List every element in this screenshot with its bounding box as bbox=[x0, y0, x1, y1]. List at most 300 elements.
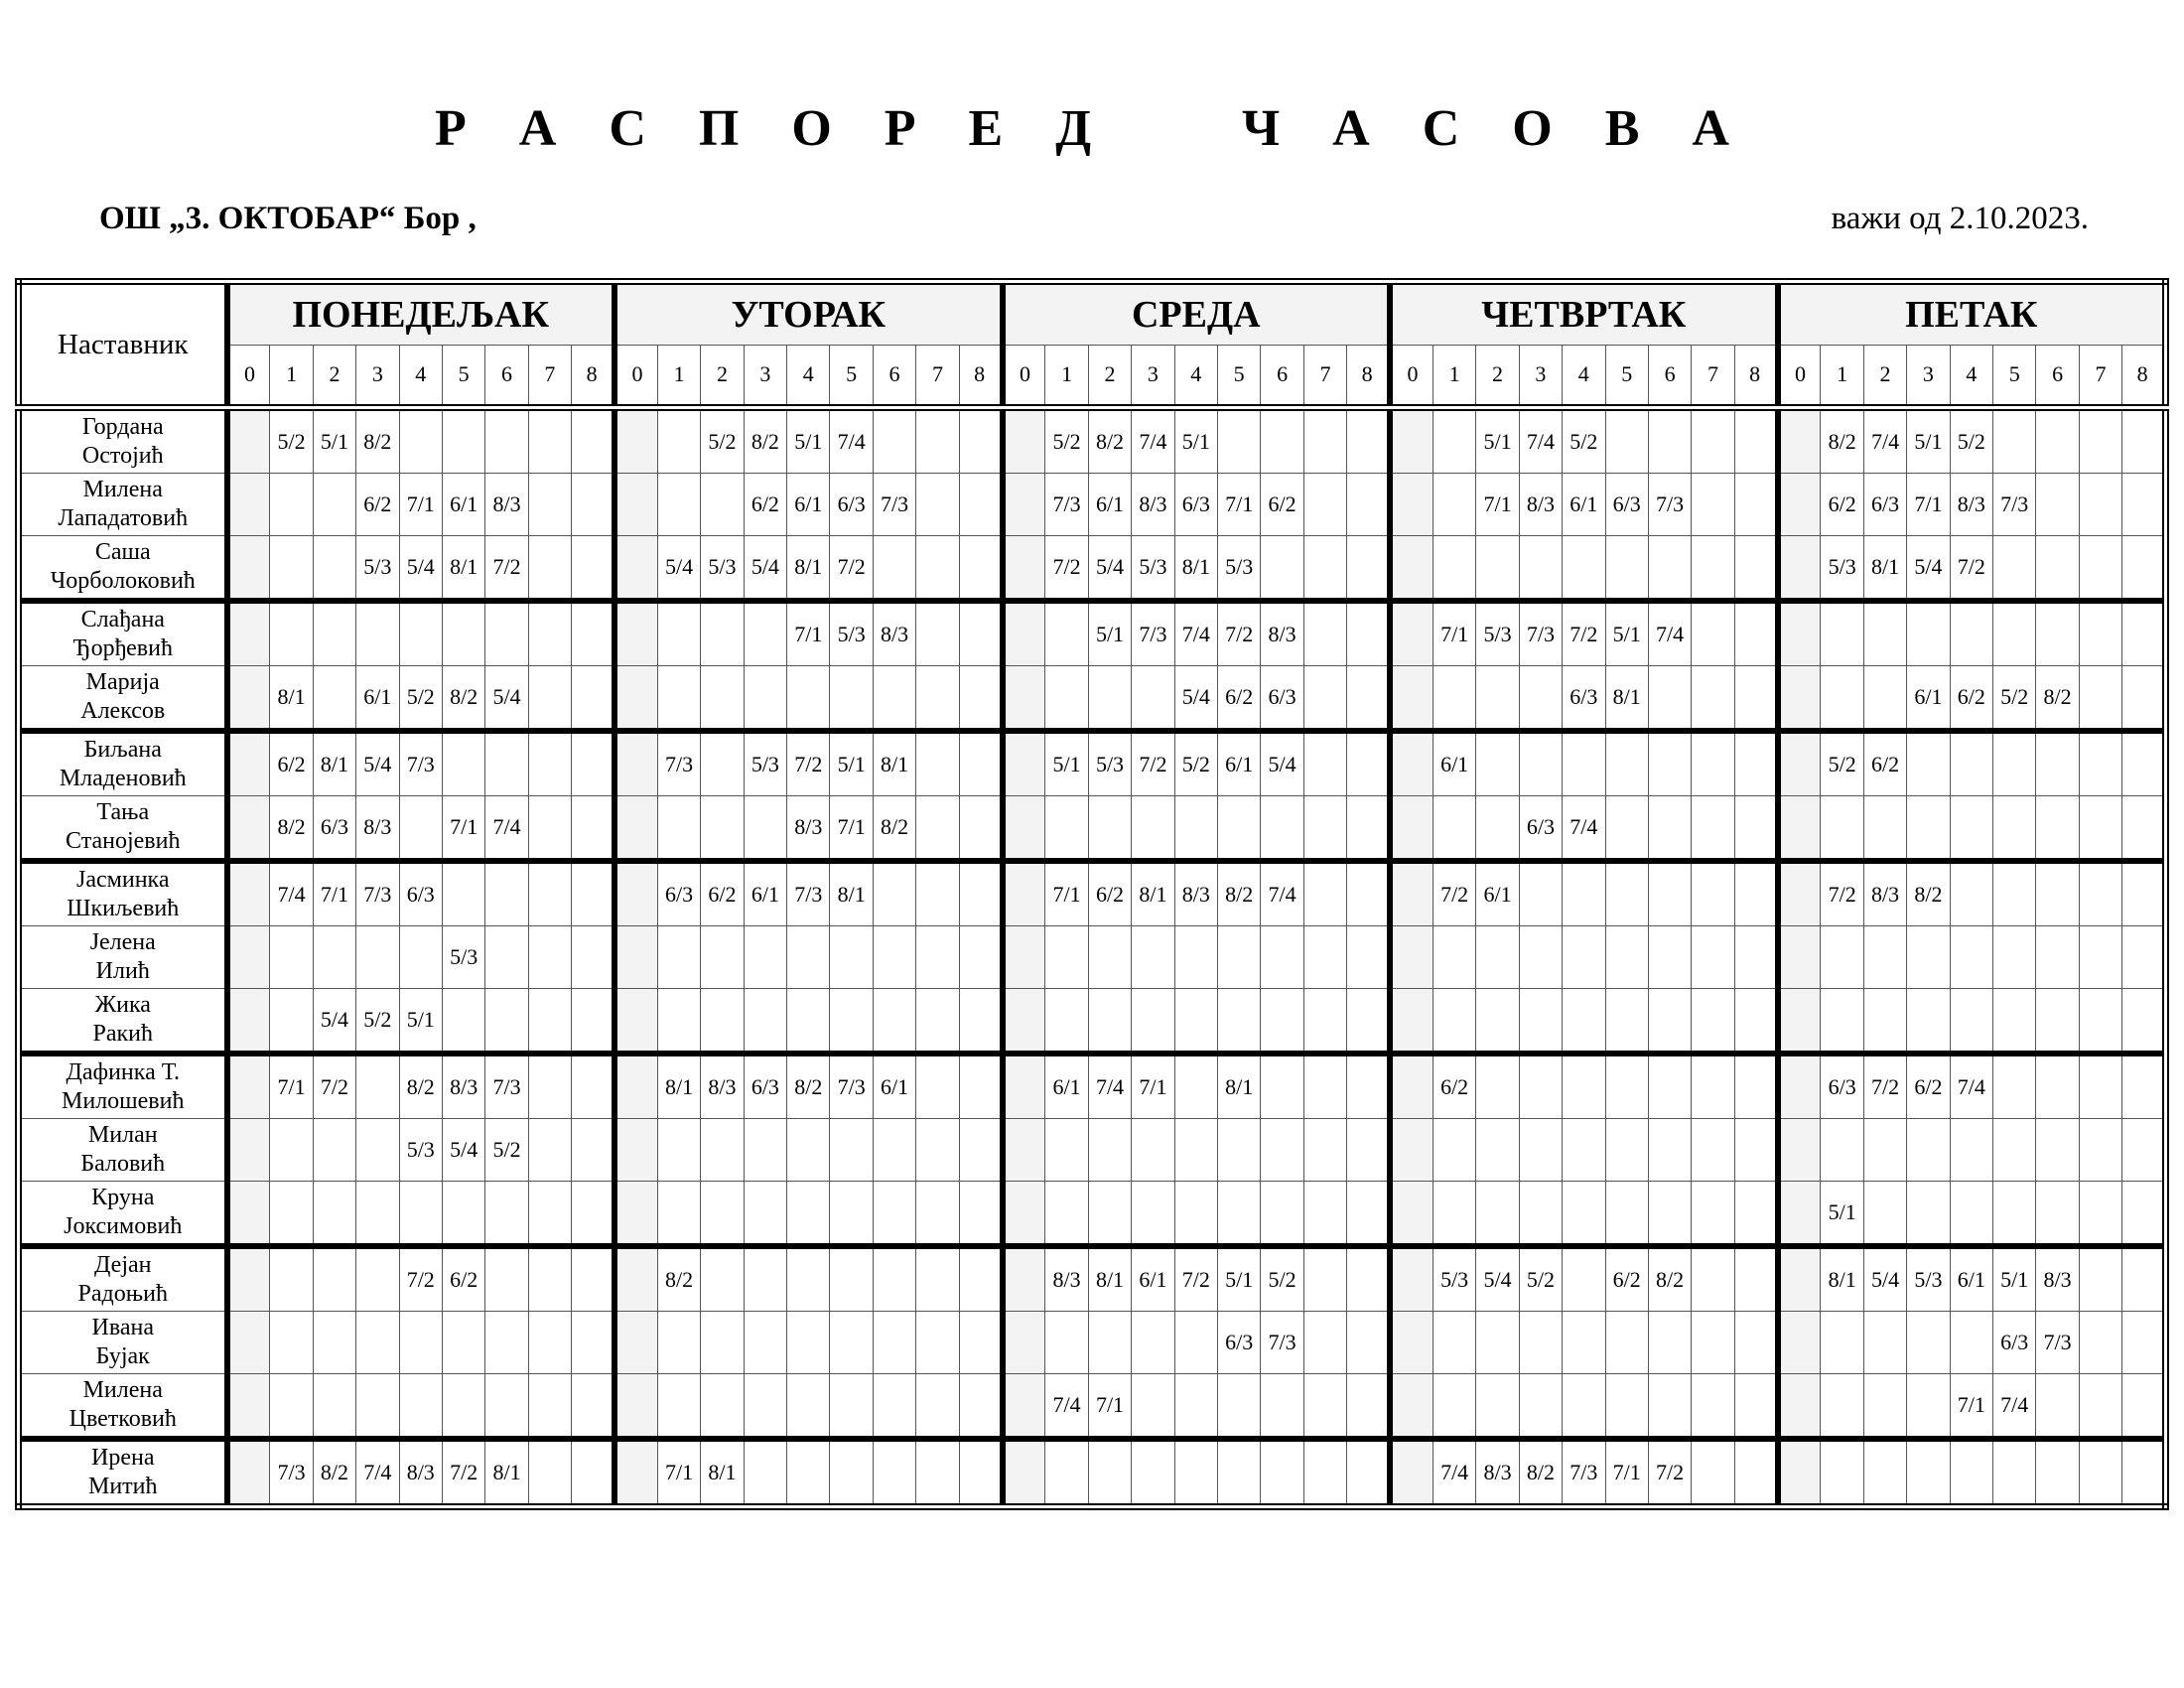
slot-number-header: 6 bbox=[1648, 345, 1691, 408]
class-cell bbox=[1821, 666, 1863, 732]
class-cell bbox=[1261, 1182, 1303, 1247]
class-cell: 5/4 bbox=[313, 989, 355, 1055]
class-cell bbox=[572, 1119, 614, 1182]
class-cell: 8/1 bbox=[1088, 1246, 1131, 1312]
class-cell bbox=[1519, 666, 1562, 732]
class-cell bbox=[485, 1312, 528, 1374]
class-cell bbox=[572, 1439, 614, 1507]
class-cell bbox=[1347, 731, 1390, 796]
class-cell bbox=[1261, 796, 1303, 862]
class-cell bbox=[1519, 989, 1562, 1055]
class-cell bbox=[657, 1374, 700, 1440]
teacher-row bbox=[19, 926, 2166, 989]
class-cell: 7/4 bbox=[1863, 408, 1906, 474]
class-cell: 7/1 bbox=[270, 1054, 313, 1119]
class-cell: 7/4 bbox=[1261, 861, 1303, 926]
class-cell bbox=[1692, 1312, 1734, 1374]
class-cell bbox=[572, 408, 614, 474]
class-cell bbox=[1648, 989, 1691, 1055]
class-cell bbox=[1390, 1054, 1433, 1119]
class-cell bbox=[485, 1246, 528, 1312]
class-cell bbox=[1734, 601, 1777, 666]
class-cell bbox=[442, 1312, 484, 1374]
class-cell bbox=[1692, 601, 1734, 666]
class-cell: 6/1 bbox=[1433, 731, 1475, 796]
class-cell bbox=[959, 666, 1002, 732]
class-cell: 8/1 bbox=[830, 861, 873, 926]
class-cell bbox=[1303, 1119, 1346, 1182]
class-cell bbox=[1303, 536, 1346, 602]
class-cell bbox=[744, 1182, 786, 1247]
class-cell: 5/4 bbox=[1907, 536, 1950, 602]
day-header-row bbox=[19, 282, 2166, 346]
class-cell bbox=[1907, 601, 1950, 666]
class-cell bbox=[356, 1374, 399, 1440]
class-cell: 5/3 bbox=[442, 926, 484, 989]
class-cell bbox=[1003, 666, 1045, 732]
class-cell bbox=[1003, 1182, 1045, 1247]
class-cell bbox=[270, 1312, 313, 1374]
class-cell bbox=[1907, 796, 1950, 862]
class-cell bbox=[399, 1182, 442, 1247]
class-cell bbox=[1519, 1312, 1562, 1374]
class-cell bbox=[1692, 731, 1734, 796]
class-cell bbox=[1907, 989, 1950, 1055]
class-cell: 8/2 bbox=[1088, 408, 1131, 474]
class-cell: 7/3 bbox=[1993, 474, 2036, 536]
class-cell bbox=[1390, 601, 1433, 666]
teacher-last-name: Цветковић bbox=[68, 1406, 177, 1432]
teacher-name-cell bbox=[19, 1246, 227, 1312]
class-cell bbox=[1303, 1374, 1346, 1440]
class-cell bbox=[1261, 1374, 1303, 1440]
class-cell bbox=[614, 796, 657, 862]
class-cell bbox=[1390, 926, 1433, 989]
class-cell bbox=[2079, 796, 2121, 862]
teacher-last-name: Бујак bbox=[95, 1343, 150, 1369]
class-cell bbox=[1433, 408, 1475, 474]
class-cell bbox=[1045, 1119, 1088, 1182]
class-cell bbox=[2122, 1374, 2166, 1440]
class-cell: 5/2 bbox=[1045, 408, 1088, 474]
class-cell bbox=[830, 1182, 873, 1247]
teacher-first-name: Круна bbox=[91, 1185, 155, 1210]
class-cell bbox=[1821, 1312, 1863, 1374]
class-cell bbox=[1132, 989, 1174, 1055]
class-cell bbox=[1993, 536, 2036, 602]
class-cell bbox=[528, 926, 571, 989]
class-cell bbox=[1734, 1312, 1777, 1374]
teacher-first-name: Дафинка Т. bbox=[66, 1059, 180, 1085]
class-cell bbox=[1217, 1119, 1260, 1182]
day-header: УТОРАК bbox=[614, 282, 1003, 346]
class-cell bbox=[1303, 1182, 1346, 1247]
class-cell bbox=[1261, 926, 1303, 989]
class-cell bbox=[1347, 1312, 1390, 1374]
class-cell bbox=[614, 1374, 657, 1440]
class-cell: 7/2 bbox=[1045, 536, 1088, 602]
class-cell bbox=[873, 1312, 915, 1374]
class-cell: 8/3 bbox=[873, 601, 915, 666]
class-cell bbox=[2036, 861, 2079, 926]
class-cell bbox=[1045, 989, 1088, 1055]
class-cell bbox=[744, 1119, 786, 1182]
class-cell bbox=[701, 731, 744, 796]
class-cell bbox=[916, 536, 959, 602]
class-cell bbox=[227, 926, 270, 989]
class-cell: 8/3 bbox=[787, 796, 830, 862]
class-cell: 6/1 bbox=[744, 861, 786, 926]
class-cell: 5/3 bbox=[744, 731, 786, 796]
class-cell: 6/1 bbox=[1950, 1246, 1992, 1312]
class-cell bbox=[1433, 926, 1475, 989]
class-cell bbox=[1347, 1246, 1390, 1312]
class-cell bbox=[1950, 1312, 1992, 1374]
slot-number-header: 4 bbox=[1950, 345, 1992, 408]
class-cell bbox=[1088, 926, 1131, 989]
class-cell: 6/3 bbox=[1217, 1312, 1260, 1374]
class-cell bbox=[1863, 1439, 1906, 1507]
teacher-first-name: Ивана bbox=[91, 1315, 154, 1340]
class-cell bbox=[270, 601, 313, 666]
class-cell: 8/1 bbox=[1863, 536, 1906, 602]
teacher-first-name: Милена bbox=[82, 1377, 163, 1403]
class-cell: 8/2 bbox=[313, 1439, 355, 1507]
class-cell bbox=[1863, 1119, 1906, 1182]
class-cell: 7/4 bbox=[1174, 601, 1217, 666]
class-cell bbox=[227, 861, 270, 926]
class-cell bbox=[787, 989, 830, 1055]
class-cell bbox=[959, 474, 1002, 536]
teacher-last-name: Станојевић bbox=[66, 828, 181, 854]
class-cell: 8/3 bbox=[1261, 601, 1303, 666]
class-cell bbox=[1303, 474, 1346, 536]
class-cell bbox=[1778, 1374, 1821, 1440]
class-cell: 5/1 bbox=[787, 408, 830, 474]
class-cell bbox=[572, 1182, 614, 1247]
teacher-row bbox=[19, 1246, 2166, 1312]
teacher-row bbox=[19, 1439, 2166, 1507]
class-cell bbox=[1045, 926, 1088, 989]
teacher-column-header: Наставник bbox=[19, 282, 227, 408]
class-cell bbox=[1519, 731, 1562, 796]
teacher-name-cell bbox=[19, 1119, 227, 1182]
class-cell bbox=[1303, 1312, 1346, 1374]
class-cell: 7/1 bbox=[313, 861, 355, 926]
slot-number-header: 3 bbox=[744, 345, 786, 408]
class-cell bbox=[1347, 1439, 1390, 1507]
class-cell: 7/2 bbox=[1950, 536, 1992, 602]
class-cell bbox=[313, 474, 355, 536]
class-cell bbox=[614, 1246, 657, 1312]
class-cell bbox=[1045, 601, 1088, 666]
class-cell bbox=[2079, 536, 2121, 602]
schedule-container bbox=[15, 278, 2169, 1579]
slot-number-header: 8 bbox=[1347, 345, 1390, 408]
class-cell bbox=[2122, 601, 2166, 666]
teacher-name-cell bbox=[19, 601, 227, 666]
class-cell: 6/3 bbox=[1863, 474, 1906, 536]
class-cell bbox=[1563, 861, 1605, 926]
class-cell: 6/3 bbox=[657, 861, 700, 926]
class-cell: 8/1 bbox=[1605, 666, 1648, 732]
class-cell bbox=[270, 989, 313, 1055]
class-cell bbox=[959, 731, 1002, 796]
class-cell bbox=[1132, 1439, 1174, 1507]
slot-number-header: 0 bbox=[1778, 345, 1821, 408]
class-cell bbox=[1003, 796, 1045, 862]
class-cell bbox=[1519, 536, 1562, 602]
class-cell: 7/1 bbox=[1907, 474, 1950, 536]
class-cell bbox=[1950, 989, 1992, 1055]
class-cell bbox=[1821, 796, 1863, 862]
class-cell bbox=[528, 861, 571, 926]
class-cell: 7/2 bbox=[1217, 601, 1260, 666]
slot-number-header: 7 bbox=[528, 345, 571, 408]
class-cell bbox=[1563, 1182, 1605, 1247]
teacher-name-cell bbox=[19, 1374, 227, 1440]
class-cell bbox=[1778, 474, 1821, 536]
class-cell bbox=[1045, 1312, 1088, 1374]
class-cell: 7/3 bbox=[1132, 601, 1174, 666]
slot-number-header: 0 bbox=[614, 345, 657, 408]
class-cell: 6/2 bbox=[1950, 666, 1992, 732]
class-cell: 8/3 bbox=[1132, 474, 1174, 536]
class-cell bbox=[1003, 408, 1045, 474]
slot-number-header: 4 bbox=[1563, 345, 1605, 408]
class-cell bbox=[1347, 926, 1390, 989]
class-cell bbox=[916, 1119, 959, 1182]
day-header: СРЕДА bbox=[1003, 282, 1391, 346]
class-cell: 7/2 bbox=[1821, 861, 1863, 926]
class-cell: 8/3 bbox=[1174, 861, 1217, 926]
class-cell bbox=[1003, 601, 1045, 666]
class-cell bbox=[1217, 796, 1260, 862]
class-cell: 8/1 bbox=[701, 1439, 744, 1507]
class-cell bbox=[2079, 408, 2121, 474]
class-cell bbox=[399, 1312, 442, 1374]
class-cell bbox=[1390, 536, 1433, 602]
class-cell bbox=[1605, 1312, 1648, 1374]
class-cell: 5/3 bbox=[1433, 1246, 1475, 1312]
class-cell: 7/3 bbox=[1045, 474, 1088, 536]
class-cell bbox=[1347, 666, 1390, 732]
class-cell bbox=[959, 1119, 1002, 1182]
class-cell bbox=[1132, 926, 1174, 989]
class-cell bbox=[1821, 601, 1863, 666]
class-cell bbox=[830, 1119, 873, 1182]
class-cell: 8/2 bbox=[1217, 861, 1260, 926]
class-cell bbox=[1648, 1374, 1691, 1440]
class-cell bbox=[1863, 601, 1906, 666]
class-cell: 7/2 bbox=[485, 536, 528, 602]
class-cell bbox=[1347, 1374, 1390, 1440]
class-cell: 7/4 bbox=[1433, 1439, 1475, 1507]
class-cell bbox=[1390, 1182, 1433, 1247]
class-cell bbox=[959, 1374, 1002, 1440]
teacher-name-cell bbox=[19, 666, 227, 732]
class-cell bbox=[528, 1312, 571, 1374]
class-cell bbox=[2122, 796, 2166, 862]
class-cell: 5/3 bbox=[1907, 1246, 1950, 1312]
class-cell bbox=[227, 731, 270, 796]
class-cell bbox=[1950, 861, 1992, 926]
class-cell bbox=[1390, 666, 1433, 732]
class-cell bbox=[1476, 1312, 1519, 1374]
class-cell: 7/4 bbox=[1045, 1374, 1088, 1440]
day-header: ЧЕТВРТАК bbox=[1390, 282, 1778, 346]
class-cell bbox=[227, 796, 270, 862]
class-cell: 6/3 bbox=[1563, 666, 1605, 732]
teacher-name-cell bbox=[19, 926, 227, 989]
class-cell: 7/1 bbox=[830, 796, 873, 862]
class-cell bbox=[1003, 1246, 1045, 1312]
class-cell: 8/2 bbox=[442, 666, 484, 732]
class-cell bbox=[657, 408, 700, 474]
class-cell bbox=[1303, 796, 1346, 862]
class-cell bbox=[1045, 1439, 1088, 1507]
class-cell: 5/2 bbox=[1261, 1246, 1303, 1312]
class-cell bbox=[2079, 926, 2121, 989]
class-cell bbox=[227, 601, 270, 666]
class-cell bbox=[399, 926, 442, 989]
teacher-name-cell bbox=[19, 408, 227, 474]
class-cell bbox=[572, 474, 614, 536]
class-cell bbox=[572, 1246, 614, 1312]
class-cell bbox=[1648, 536, 1691, 602]
class-cell bbox=[1261, 536, 1303, 602]
class-cell bbox=[701, 1246, 744, 1312]
class-cell bbox=[1390, 408, 1433, 474]
teacher-last-name: Милошевић bbox=[62, 1088, 185, 1114]
class-cell bbox=[528, 408, 571, 474]
class-cell bbox=[1648, 1054, 1691, 1119]
class-cell bbox=[614, 731, 657, 796]
class-cell: 8/2 bbox=[270, 796, 313, 862]
class-cell: 6/1 bbox=[1476, 861, 1519, 926]
class-cell: 7/2 bbox=[1563, 601, 1605, 666]
class-cell bbox=[916, 796, 959, 862]
teacher-first-name: Слађана bbox=[80, 607, 165, 633]
class-cell: 7/1 bbox=[442, 796, 484, 862]
class-cell bbox=[2122, 926, 2166, 989]
class-cell bbox=[1692, 796, 1734, 862]
class-cell bbox=[2122, 666, 2166, 732]
class-cell: 6/3 bbox=[1993, 1312, 2036, 1374]
class-cell: 8/2 bbox=[1519, 1439, 1562, 1507]
class-cell bbox=[1390, 1246, 1433, 1312]
class-cell bbox=[2079, 1119, 2121, 1182]
class-cell bbox=[1863, 989, 1906, 1055]
class-cell bbox=[744, 926, 786, 989]
class-cell bbox=[270, 1374, 313, 1440]
class-cell: 5/4 bbox=[1863, 1246, 1906, 1312]
teacher-first-name: Милена bbox=[82, 477, 163, 502]
slot-number-header: 7 bbox=[916, 345, 959, 408]
class-cell bbox=[1476, 731, 1519, 796]
class-cell bbox=[227, 1246, 270, 1312]
class-cell bbox=[1433, 1374, 1475, 1440]
class-cell bbox=[270, 474, 313, 536]
class-cell: 5/1 bbox=[399, 989, 442, 1055]
class-cell: 8/2 bbox=[657, 1246, 700, 1312]
class-cell bbox=[1476, 666, 1519, 732]
teacher-last-name: Остојић bbox=[81, 443, 164, 469]
class-cell bbox=[701, 601, 744, 666]
class-cell bbox=[1778, 1312, 1821, 1374]
class-cell bbox=[657, 1182, 700, 1247]
class-cell: 8/2 bbox=[1821, 408, 1863, 474]
slot-number-header: 5 bbox=[1605, 345, 1648, 408]
class-cell bbox=[916, 861, 959, 926]
class-cell bbox=[2122, 1312, 2166, 1374]
class-cell bbox=[1174, 926, 1217, 989]
class-cell bbox=[528, 1119, 571, 1182]
class-cell bbox=[1734, 1374, 1777, 1440]
class-cell: 6/3 bbox=[744, 1054, 786, 1119]
class-cell: 6/2 bbox=[442, 1246, 484, 1312]
class-cell bbox=[227, 1312, 270, 1374]
class-cell bbox=[1692, 474, 1734, 536]
class-cell bbox=[1907, 1119, 1950, 1182]
class-cell bbox=[1476, 1119, 1519, 1182]
class-cell bbox=[1519, 861, 1562, 926]
class-cell bbox=[1692, 1246, 1734, 1312]
class-cell bbox=[2036, 474, 2079, 536]
class-cell bbox=[528, 601, 571, 666]
class-cell bbox=[2122, 989, 2166, 1055]
class-cell: 7/4 bbox=[1993, 1374, 2036, 1440]
class-cell bbox=[2122, 861, 2166, 926]
slot-number-header: 1 bbox=[657, 345, 700, 408]
class-cell: 6/3 bbox=[1519, 796, 1562, 862]
class-cell bbox=[356, 926, 399, 989]
class-cell bbox=[1433, 1312, 1475, 1374]
class-cell bbox=[1993, 1439, 2036, 1507]
class-cell bbox=[959, 536, 1002, 602]
class-cell bbox=[1390, 1312, 1433, 1374]
class-cell: 7/3 bbox=[2036, 1312, 2079, 1374]
class-cell bbox=[528, 1054, 571, 1119]
class-cell bbox=[1605, 796, 1648, 862]
class-cell: 7/1 bbox=[399, 474, 442, 536]
class-cell bbox=[873, 1439, 915, 1507]
class-cell bbox=[356, 1054, 399, 1119]
class-cell bbox=[614, 601, 657, 666]
teacher-last-name: Шкиљевић bbox=[67, 896, 180, 921]
class-cell bbox=[528, 731, 571, 796]
class-cell: 5/2 bbox=[701, 408, 744, 474]
class-cell: 7/4 bbox=[1648, 601, 1691, 666]
class-cell bbox=[1863, 1374, 1906, 1440]
class-cell bbox=[270, 536, 313, 602]
teacher-first-name: Јелена bbox=[89, 929, 156, 955]
class-cell bbox=[1303, 601, 1346, 666]
class-cell: 5/1 bbox=[1476, 408, 1519, 474]
class-cell: 5/2 bbox=[1519, 1246, 1562, 1312]
class-cell: 8/3 bbox=[1863, 861, 1906, 926]
class-cell: 6/2 bbox=[1088, 861, 1131, 926]
class-cell bbox=[442, 1374, 484, 1440]
class-cell bbox=[701, 474, 744, 536]
class-cell bbox=[1347, 1182, 1390, 1247]
class-cell bbox=[572, 796, 614, 862]
class-cell bbox=[959, 1054, 1002, 1119]
class-cell bbox=[1217, 408, 1260, 474]
class-cell bbox=[1347, 989, 1390, 1055]
class-cell bbox=[1950, 731, 1992, 796]
class-cell bbox=[1993, 408, 2036, 474]
